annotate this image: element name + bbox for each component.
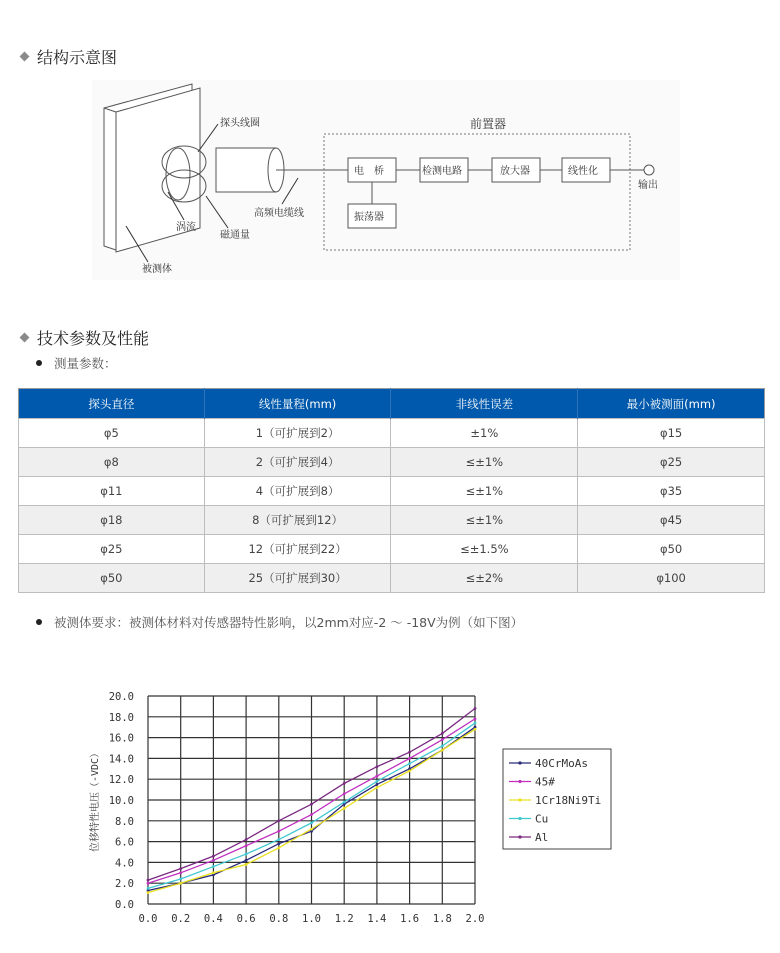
col-header: 最小被测面(mm)	[578, 389, 765, 419]
svg-text:探头线圈: 探头线圈	[220, 118, 260, 129]
table-cell: φ45	[578, 506, 765, 535]
table-cell: φ25	[19, 535, 205, 564]
y-axis-label: 位移特性电压（-VDC）	[90, 747, 101, 853]
legend-entry: 45#	[535, 775, 555, 789]
col-header: 线性量程(mm)	[204, 389, 391, 419]
table-cell: ≤±2%	[391, 564, 578, 593]
y-tick-label: 8.0	[115, 815, 134, 828]
y-tick-label: 20.0	[108, 691, 134, 703]
structure-diagram	[92, 80, 680, 280]
y-tick-label: 6.0	[115, 836, 134, 849]
table-cell: ≤±1%	[391, 448, 578, 477]
x-tick-label: 1.0	[302, 913, 321, 925]
legend-entry: Al	[535, 831, 549, 844]
table-cell: 2（可扩展到4）	[204, 448, 391, 477]
table-cell: φ50	[578, 535, 765, 564]
x-tick-label: 0.0	[138, 913, 158, 925]
table-cell: ≤±1%	[391, 506, 578, 535]
table-cell: φ11	[19, 477, 205, 506]
x-tick-label: 2.0	[465, 913, 485, 925]
table-cell: φ15	[578, 419, 765, 448]
table-cell: φ18	[19, 506, 205, 535]
bullet-measure-params	[36, 354, 117, 372]
diamond-bullet-icon	[20, 52, 30, 62]
x-tick-label: 0.2	[171, 913, 191, 925]
col-header: 探头直径	[19, 389, 205, 419]
legend-entry: 40CrMoAs	[535, 757, 588, 770]
table-row	[19, 477, 765, 506]
table-row	[19, 448, 765, 477]
svg-text:线性化: 线性化	[568, 166, 598, 177]
table-cell: 25（可扩展到30）	[204, 564, 391, 593]
section-title-specs	[18, 326, 149, 349]
svg-text:前置器: 前置器	[470, 117, 507, 131]
x-tick-label: 1.4	[367, 913, 387, 925]
table-row	[19, 419, 765, 448]
svg-text:被测体: 被测体	[142, 264, 172, 275]
legend-entry: 1Cr18Ni9Ti	[535, 794, 602, 807]
x-tick-label: 1.2	[334, 913, 354, 925]
bullet-dot-icon	[36, 360, 42, 366]
svg-text:检测电路: 检测电路	[422, 166, 462, 177]
table-row	[19, 506, 765, 535]
x-tick-label: 0.8	[269, 913, 289, 925]
bullet-text: 被测体要求：被测体材料对传感器特性影响，以2mm对应-2 ～ -18V为例（如下图）	[54, 615, 524, 630]
y-tick-label: 14.0	[108, 753, 134, 766]
table-cell: 1（可扩展到2）	[204, 419, 391, 448]
y-tick-label: 0.0	[115, 899, 134, 911]
section-title-text: 技术参数及性能	[37, 329, 150, 348]
svg-text:振荡器: 振荡器	[354, 212, 384, 223]
table-cell: 12（可扩展到22）	[204, 535, 391, 564]
table-cell: φ25	[578, 448, 765, 477]
x-tick-label: 0.6	[236, 913, 256, 925]
table-cell: ≤±1%	[391, 477, 578, 506]
y-tick-label: 18.0	[108, 711, 134, 724]
table-cell: 8（可扩展到12）	[204, 506, 391, 535]
table-cell: ±1%	[391, 419, 578, 448]
col-header: 非线性误差	[391, 389, 578, 419]
svg-text:磁通量: 磁通量	[220, 230, 250, 241]
chart-legend	[503, 749, 611, 849]
table-cell: φ5	[19, 419, 205, 448]
table-cell: φ35	[578, 477, 765, 506]
params-table	[18, 388, 765, 593]
svg-text:涡流: 涡流	[176, 222, 196, 233]
svg-text:电 桥: 电 桥	[354, 166, 384, 177]
y-tick-label: 2.0	[115, 878, 134, 891]
svg-text:输出: 输出	[638, 180, 658, 191]
table-cell: φ50	[19, 564, 205, 593]
table-row	[19, 564, 765, 593]
svg-text:高频电缆线: 高频电缆线	[254, 208, 304, 219]
table-cell: φ100	[578, 564, 765, 593]
x-tick-label: 1.6	[400, 913, 420, 925]
y-tick-label: 12.0	[108, 774, 134, 787]
bullet-dot-icon	[36, 619, 42, 625]
table-cell: φ8	[19, 448, 205, 477]
x-tick-label: 1.8	[432, 913, 452, 925]
material-response-chart	[80, 685, 640, 935]
section-title-structure	[18, 45, 117, 68]
legend-entry: Cu	[535, 812, 549, 826]
y-tick-label: 16.0	[108, 732, 134, 745]
x-tick-label: 0.4	[203, 913, 223, 925]
bullet-target-requirements	[36, 613, 523, 631]
diamond-bullet-icon	[20, 333, 30, 343]
y-tick-label: 4.0	[115, 857, 134, 870]
bullet-text: 测量参数：	[54, 356, 117, 371]
table-cell: 4（可扩展到8）	[204, 477, 391, 506]
section-title-text: 结构示意图	[37, 48, 118, 67]
y-tick-label: 10.0	[108, 795, 134, 807]
table-row	[19, 535, 765, 564]
svg-text:放大器: 放大器	[500, 166, 530, 177]
table-cell: ≤±1.5%	[391, 535, 578, 564]
table-header-row	[19, 389, 765, 419]
